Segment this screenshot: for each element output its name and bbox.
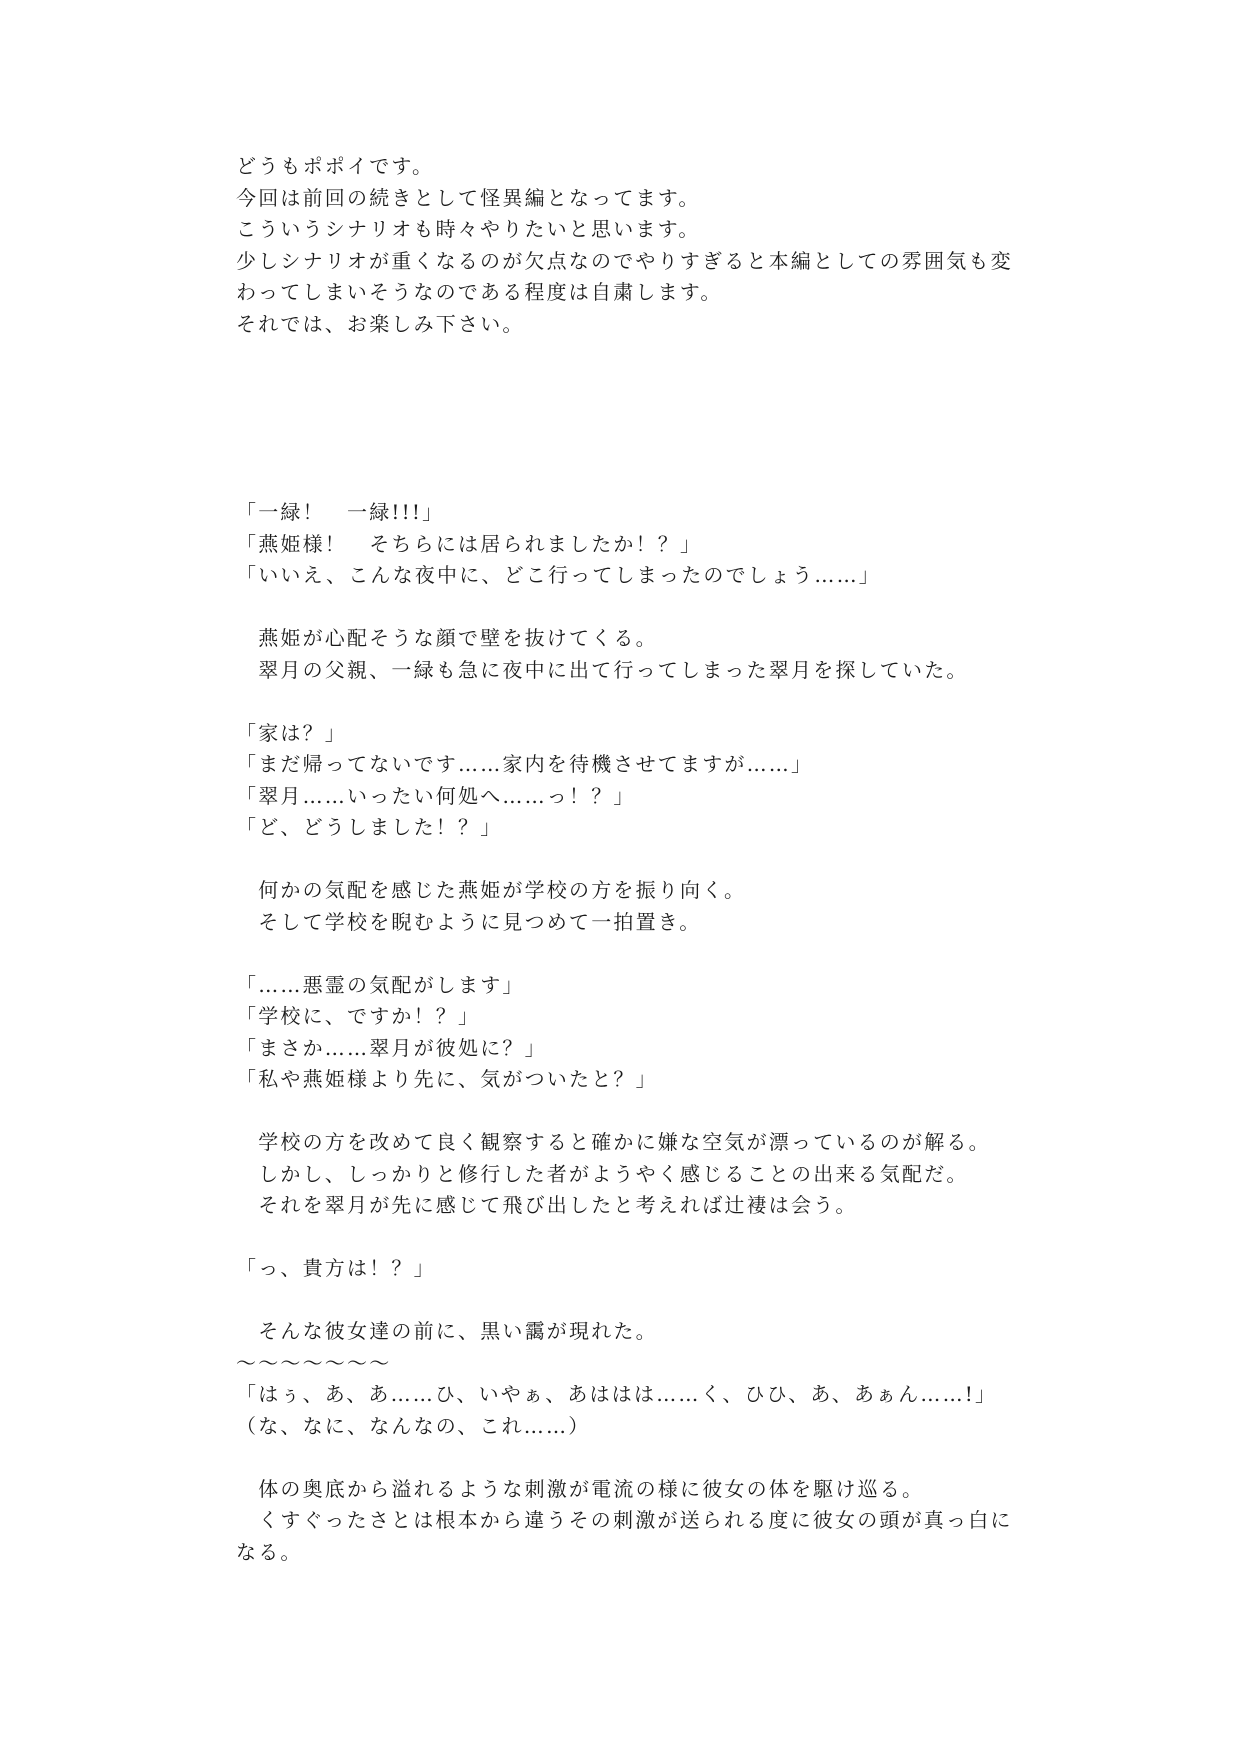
intro-line: こういうシナリオも時々やりたいと思います。 bbox=[236, 217, 701, 241]
narration-line: 学校の方を改めて良く観察すると確かに嫌な空気が漂っているのが解る。 bbox=[236, 1130, 991, 1154]
scene-break: 〜〜〜〜〜〜〜 bbox=[236, 1350, 392, 1375]
narration-line: そんな彼女達の前に、黒い靄が現れた。 bbox=[236, 1319, 658, 1343]
dialogue-line: 「まさか……翠月が彼処に？」 bbox=[236, 1035, 547, 1060]
intro-line: 少しシナリオが重くなるのが欠点なのでやりすぎると本編としての雰囲気も変 bbox=[236, 248, 1013, 273]
paragraph-gap bbox=[236, 1285, 1036, 1317]
narration-line: 翠月の父親、一緑も急に夜中に出て行ってしまった翠月を探していた。 bbox=[236, 657, 969, 682]
document-body bbox=[236, 151, 1036, 1568]
paragraph-gap bbox=[236, 1096, 1036, 1128]
narration-line: しかし、しっかりと修行した者がようやく感じることの出来る気配だ。 bbox=[236, 1161, 969, 1186]
dialogue-line: 「まだ帰ってないです……家内を待機させてますが……」 bbox=[236, 752, 814, 776]
intro-line: わってしまいそうなのである程度は自粛します。 bbox=[236, 280, 723, 304]
dialogue-line: 「学校に、ですか！？」 bbox=[236, 1004, 481, 1028]
narration-line: そして学校を睨むように見つめて一拍置き。 bbox=[236, 909, 702, 934]
narration-line: 体の奥底から溢れるような刺激が電流の様に彼女の体を駆け巡る。 bbox=[236, 1476, 925, 1501]
story-text bbox=[236, 497, 1036, 1568]
dialogue-line: 「私や燕姫様より先に、気がついたと？」 bbox=[236, 1067, 658, 1091]
narration-line: くすぐったさとは根本から違うその刺激が送られる度に彼女の頭が真っ白に bbox=[236, 1508, 1013, 1532]
narration-line: 何かの気配を感じた燕姫が学校の方を振り向く。 bbox=[236, 878, 747, 902]
dialogue-line: 「家は？」 bbox=[236, 720, 347, 745]
narration-line: なる。 bbox=[236, 1539, 303, 1564]
author-intro bbox=[236, 151, 1036, 340]
dialogue-line: 「……悪霊の気配がします」 bbox=[236, 972, 525, 997]
paragraph-gap bbox=[236, 686, 1036, 718]
narration-line: 燕姫が心配そうな顔で壁を抜けてくる。 bbox=[236, 626, 658, 650]
paragraph-gap bbox=[236, 938, 1036, 970]
paragraph-gap bbox=[236, 592, 1036, 624]
paragraph-gap bbox=[236, 844, 1036, 876]
dialogue-line: 「はぅ、あ、あ……ひ、いやぁ、あははは……く、ひひ、あ、あぁん……!」 bbox=[236, 1382, 998, 1406]
narration-line: それを翠月が先に感じて飛び出したと考えれば辻褄は会う。 bbox=[236, 1193, 858, 1217]
intro-line: どうもポポイです。 bbox=[236, 154, 435, 178]
paragraph-gap bbox=[236, 1442, 1036, 1474]
dialogue-line: 「燕姫様！ そちらには居られましたか！？」 bbox=[236, 531, 703, 556]
dialogue-line: 「一緑！ 一緑!!!」 bbox=[236, 500, 445, 524]
dialogue-line: 「っ、貴方は！？」 bbox=[236, 1256, 436, 1280]
dialogue-line: 「いいえ、こんな夜中に、どこ行ってしまったのでしょう……」 bbox=[236, 563, 881, 587]
paragraph-gap bbox=[236, 1222, 1036, 1254]
intro-line: 今回は前回の続きとして怪異編となってます。 bbox=[236, 185, 701, 210]
dialogue-line: 「翠月……いったい何処へ……っ！？」 bbox=[236, 783, 636, 808]
intro-line: それでは、お楽しみ下さい。 bbox=[236, 311, 525, 336]
section-spacer bbox=[236, 340, 1036, 497]
thought-line: （な、なに、なんなの、これ……） bbox=[236, 1413, 591, 1438]
dialogue-line: 「ど、どうしました！？」 bbox=[236, 815, 503, 839]
